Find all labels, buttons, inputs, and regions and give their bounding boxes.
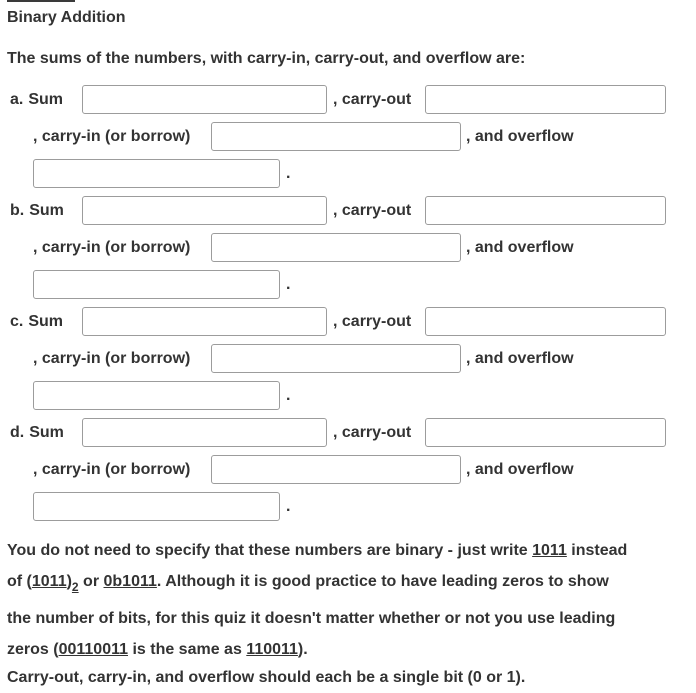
sum-input[interactable] (82, 418, 327, 447)
period-label: . (286, 275, 291, 293)
intro-text: The sums of the numbers, with carry-in, carry-out, and overflow are: (7, 50, 526, 67)
note-text: zeros ( (7, 641, 59, 658)
note-text: You do not need to specify that these numbers are binary - just write (7, 542, 533, 559)
underline-1011: 1011 (532, 542, 567, 559)
carry-in-input[interactable] (211, 455, 461, 484)
sum-label (10, 202, 82, 220)
question-line (33, 155, 689, 192)
note-text: or (78, 573, 104, 590)
carry-in-input[interactable] (211, 344, 461, 373)
note-text: is the same as (128, 641, 247, 658)
note-text: instead (566, 542, 628, 559)
question-line (10, 81, 689, 118)
sum-label-text: Sum (28, 312, 64, 330)
question-line (10, 303, 689, 340)
period-label: . (286, 164, 291, 182)
sum-label-text: Sum (28, 90, 64, 108)
carry-out-input[interactable] (425, 307, 666, 336)
question-item-c (7, 303, 689, 414)
sum-label (10, 424, 82, 442)
question-line (33, 340, 689, 377)
question-line (33, 451, 689, 488)
carry-out-input[interactable] (425, 196, 666, 225)
sum-input[interactable] (82, 307, 327, 336)
underline-0b1011: 0b1011 (103, 573, 157, 590)
cropped-content-remnant (7, 0, 75, 2)
overflow-input[interactable] (33, 159, 280, 188)
question-line (33, 229, 689, 266)
carry-out-input[interactable] (425, 418, 666, 447)
question-line (10, 414, 689, 451)
carry-in-label: , carry-in (or borrow) (33, 238, 191, 256)
carry-in-label: , carry-in (or borrow) (33, 460, 191, 478)
question-item-a (7, 81, 689, 192)
sum-label (10, 91, 82, 109)
note-line (7, 634, 689, 665)
overflow-label: , and overflow (466, 238, 574, 256)
note-text: . Although it is good practice to have leading zeros to show (156, 573, 609, 590)
note-text: of ( (7, 573, 32, 590)
sum-input[interactable] (82, 196, 327, 225)
carry-in-input[interactable] (211, 122, 461, 151)
note-line (7, 566, 689, 603)
overflow-input[interactable] (33, 381, 280, 410)
question-item-b (7, 192, 689, 303)
sum-label-text: Sum (29, 201, 64, 219)
sum-input[interactable] (82, 85, 327, 114)
note-text: ). (297, 641, 308, 658)
question-line (33, 118, 689, 155)
overflow-input[interactable] (33, 492, 280, 521)
question-list (7, 81, 689, 525)
question-item-d (7, 414, 689, 525)
carry-out-label: , carry-out (333, 90, 412, 108)
overflow-label: , and overflow (466, 460, 574, 478)
carry-out-input[interactable] (425, 85, 666, 114)
carry-in-label: , carry-in (or borrow) (33, 127, 191, 145)
question-line (33, 266, 689, 303)
footer-note: Carry-out, carry-in, and overflow should each be a single bit (0 or 1). (7, 669, 526, 686)
subscript-2: 2 (71, 580, 79, 594)
period-label: . (286, 497, 291, 515)
sum-label (10, 313, 82, 331)
item-letter: b. (10, 201, 25, 219)
underline-00110011: 00110011 (58, 641, 128, 658)
page-title: Binary Addition (7, 9, 126, 26)
question-line (10, 192, 689, 229)
underline-1011-paren: 1011 (31, 573, 67, 590)
overflow-label: , and overflow (466, 127, 574, 145)
sum-label-text: Sum (29, 423, 64, 441)
question-line (33, 488, 689, 525)
item-letter: c. (10, 312, 24, 330)
note-line (7, 603, 689, 634)
overflow-label: , and overflow (466, 349, 574, 367)
carry-out-label: , carry-out (333, 312, 412, 330)
question-line (33, 377, 689, 414)
note-paragraph (7, 535, 689, 665)
note-line (7, 535, 689, 566)
note-text: ) (66, 573, 72, 590)
carry-in-label: , carry-in (or borrow) (33, 349, 191, 367)
underline-110011: 110011 (246, 641, 298, 658)
carry-out-label: , carry-out (333, 201, 412, 219)
period-label: . (286, 386, 291, 404)
carry-in-input[interactable] (211, 233, 461, 262)
item-letter: a. (10, 90, 24, 108)
overflow-input[interactable] (33, 270, 280, 299)
item-letter: d. (10, 423, 25, 441)
carry-out-label: , carry-out (333, 423, 412, 441)
note-text: the number of bits, for this quiz it doesn't matter whether or not you use leading (7, 610, 616, 627)
